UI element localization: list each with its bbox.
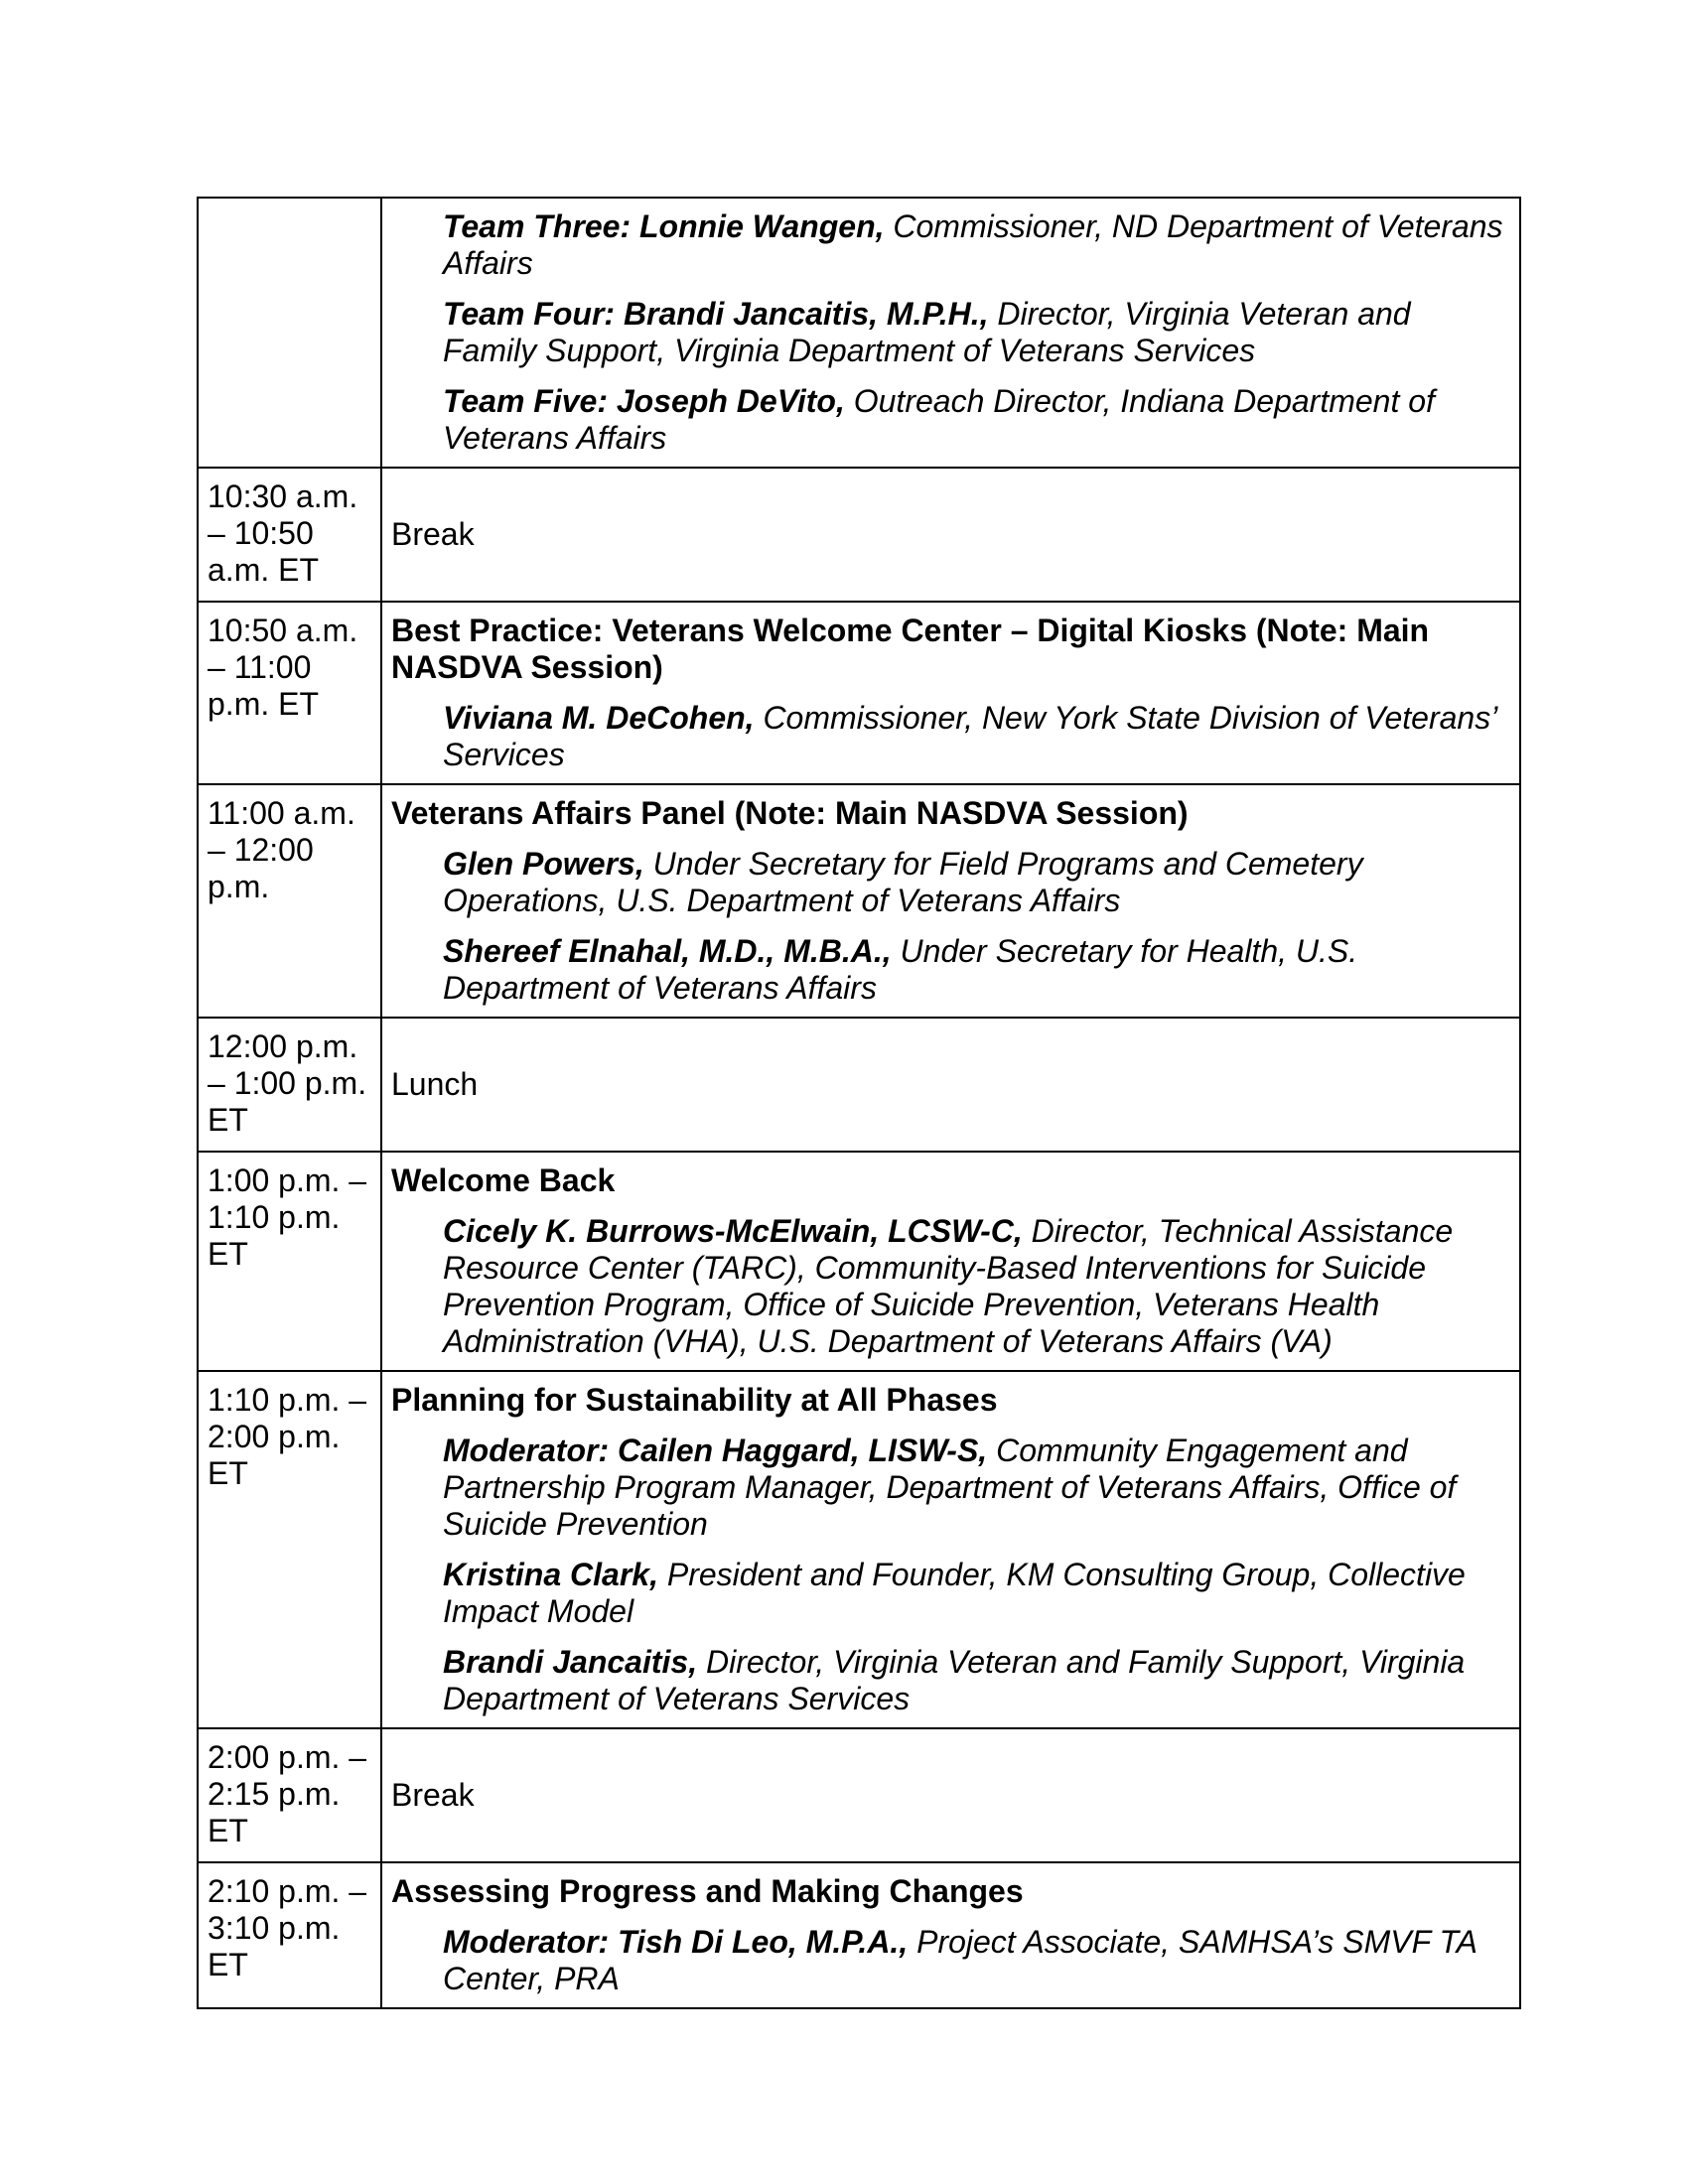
session-text: Break bbox=[391, 516, 475, 552]
agenda-row bbox=[198, 1152, 1520, 1371]
time-cell: 2:00 p.m. – 2:15 p.m. ET bbox=[198, 1728, 381, 1862]
agenda-row bbox=[198, 468, 1520, 602]
speaker-entry bbox=[443, 208, 1505, 282]
speaker-name: Cicely K. Burrows-McElwain, LCSW-C, bbox=[443, 1213, 1023, 1249]
time-cell: 1:10 p.m. – 2:00 p.m. ET bbox=[198, 1371, 381, 1728]
speaker-entry bbox=[443, 846, 1505, 919]
speaker-role: Director, Technical Assistance Resource Center (TARC), Community-Based Interventions for Suicide Prevention Program, Office of Suicide Prevention, Veterans Health Administration (VHA), U.S. Department of Veterans Affairs (VA) bbox=[443, 1213, 1454, 1359]
speaker-name: Glen Powers, bbox=[443, 846, 644, 882]
speaker-role: Commissioner, ND Department of Veterans Affairs bbox=[443, 208, 1503, 281]
agenda-row bbox=[198, 1728, 1520, 1862]
speaker-name: Team Five: Joseph DeVito, bbox=[443, 383, 845, 419]
speaker-name: Moderator: Cailen Haggard, LISW-S, bbox=[443, 1433, 988, 1468]
session-title: Welcome Back bbox=[391, 1162, 616, 1198]
session-title: Planning for Sustainability at All Phases bbox=[391, 1382, 998, 1418]
speaker-role: Project Associate, SAMHSA’s SMVF TA Center, PRA bbox=[443, 1924, 1477, 1996]
speaker-name: Moderator: Tish Di Leo, M.P.A., bbox=[443, 1924, 909, 1960]
speaker-role: Under Secretary for Field Programs and Cemetery Operations, U.S. Department of Veterans Affairs bbox=[443, 846, 1363, 918]
speaker-entry bbox=[443, 1924, 1505, 1997]
speaker-role: Director, Virginia Veteran and Family Support, Virginia Department of Veterans Services bbox=[443, 296, 1411, 368]
session-cell bbox=[381, 784, 1520, 1018]
speaker-name: Team Three: Lonnie Wangen, bbox=[443, 208, 885, 244]
session-title: Veterans Affairs Panel (Note: Main NASDVA Session) bbox=[391, 795, 1189, 831]
session-text: Break bbox=[391, 1777, 475, 1813]
agenda-row bbox=[198, 1018, 1520, 1152]
agenda-row bbox=[198, 602, 1520, 784]
session-title: Best Practice: Veterans Welcome Center – Digital Kiosks (Note: Main NASDVA Session) bbox=[391, 613, 1430, 685]
time-cell bbox=[198, 198, 381, 468]
time-cell: 10:50 a.m. – 11:00 p.m. ET bbox=[198, 602, 381, 784]
session-title: Assessing Progress and Making Changes bbox=[391, 1873, 1024, 1909]
agenda-row bbox=[198, 1862, 1520, 2008]
session-cell bbox=[381, 1018, 1520, 1152]
time-cell: 11:00 a.m. – 12:00 p.m. bbox=[198, 784, 381, 1018]
speaker-role: Director, Virginia Veteran and Family Support, Virginia Department of Veterans Services bbox=[443, 1644, 1466, 1716]
session-cell bbox=[381, 468, 1520, 602]
session-cell bbox=[381, 1728, 1520, 1862]
session-cell bbox=[381, 602, 1520, 784]
time-cell: 10:30 a.m. – 10:50 a.m. ET bbox=[198, 468, 381, 602]
session-cell bbox=[381, 1862, 1520, 2008]
speaker-name: Team Four: Brandi Jancaitis, M.P.H., bbox=[443, 296, 989, 332]
time-cell: 1:00 p.m. – 1:10 p.m. ET bbox=[198, 1152, 381, 1371]
speaker-role: Community Engagement and Partnership Program Manager, Department of Veterans Affairs, Office of Suicide Prevention bbox=[443, 1433, 1457, 1542]
speaker-entry bbox=[443, 296, 1505, 369]
speaker-entry bbox=[443, 1644, 1505, 1717]
speaker-entry bbox=[443, 383, 1505, 457]
speaker-name: Brandi Jancaitis, bbox=[443, 1644, 698, 1680]
agenda-row bbox=[198, 784, 1520, 1018]
speaker-entry bbox=[443, 700, 1505, 773]
speaker-name: Kristina Clark, bbox=[443, 1557, 658, 1592]
speaker-entry bbox=[443, 1557, 1505, 1630]
speaker-entry bbox=[443, 1213, 1505, 1360]
time-cell: 2:10 p.m. – 3:10 p.m. ET bbox=[198, 1862, 381, 2008]
time-cell: 12:00 p.m. – 1:00 p.m. ET bbox=[198, 1018, 381, 1152]
agenda-row bbox=[198, 1371, 1520, 1728]
agenda-table bbox=[197, 197, 1521, 2009]
speaker-role: Commissioner, New York State Division of Veterans’ Services bbox=[443, 700, 1496, 772]
session-cell bbox=[381, 1371, 1520, 1728]
speaker-entry bbox=[443, 933, 1505, 1007]
speaker-name: Viviana M. DeCohen, bbox=[443, 700, 755, 736]
agenda-row bbox=[198, 198, 1520, 468]
session-cell bbox=[381, 198, 1520, 468]
session-text: Lunch bbox=[391, 1066, 479, 1102]
speaker-name: Shereef Elnahal, M.D., M.B.A., bbox=[443, 933, 892, 969]
session-cell bbox=[381, 1152, 1520, 1371]
speaker-role: President and Founder, KM Consulting Group, Collective Impact Model bbox=[443, 1557, 1466, 1629]
speaker-entry bbox=[443, 1433, 1505, 1543]
speaker-role: Under Secretary for Health, U.S. Department of Veterans Affairs bbox=[443, 933, 1358, 1006]
speaker-role: Outreach Director, Indiana Department of Veterans Affairs bbox=[443, 383, 1435, 456]
